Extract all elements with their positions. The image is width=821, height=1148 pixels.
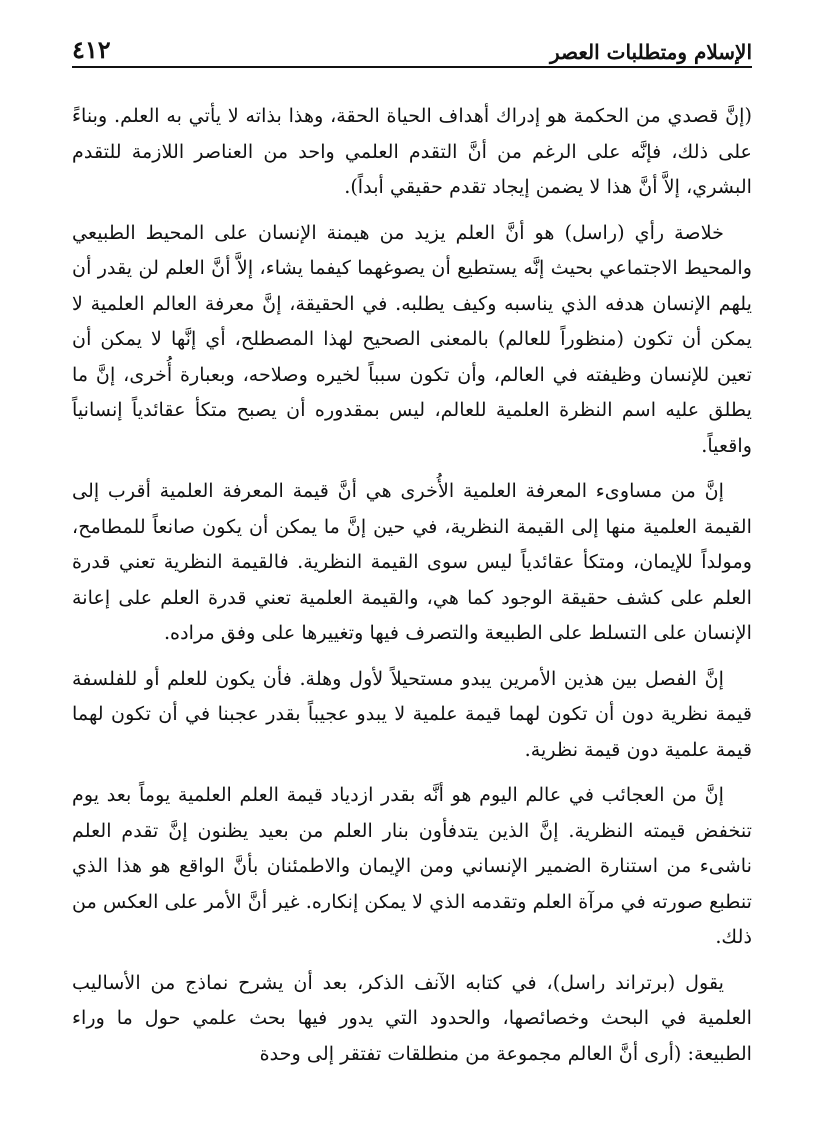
paragraph: (إنَّ قصدي من الحكمة هو إدراك أهداف الحياة الحقة، وهذا بذاته لا يأتي به العلم. وبناءً على ذلك، فإنَّه على الرغم من أنَّ التقدم العلمي واحد من العناصر اللازمة للتقدم البشري، إلاَّ أنَّ هذا لا يضمن إيجاد تقدم حقيقي أبداً). [72,104,752,198]
header-title: الإسلام ومتطلبات العصر [549,40,752,64]
page-number: ٤١٢ [72,35,111,64]
running-header [72,22,752,68]
paragraph: يقول (برتراند راسل)، في كتابه الآنف الذكر، بعد أن يشرح نماذج من الأساليب العلمية في البحث وخصائصها، والحدود التي يدور فيها بحث علمي حول ما وراء الطبيعة: (أرى أنَّ العالم مجموعة من منطلقات تفتقر إلى وحدة [72,970,752,1065]
paragraph: إنَّ من مساوىء المعرفة العلمية الأُخرى هي أنَّ قيمة المعرفة العلمية أقرب إلى القيمة العلمية منها إلى القيمة النظرية، في حين إنَّ ما يمكن أن يكون صانعاً للمطامح، ومولداً للإيمان، ومتكأ عقائدياً ليس سوى القيمة النظرية. فالقيمة النظرية تعني قدرة العلم على كشف حقيقة الوجود كما هي، والقيمة العلمية تعني قدرة العلم على إعانة الإنسان على التسلط على الطبيعة والتصرف فيها وتغييرها على وفق مراده. [72,479,752,644]
body-text [72,98,752,1071]
book-page [72,22,752,1081]
paragraph: إنَّ الفصل بين هذين الأمرين يبدو مستحيلاً لأول وهلة. فأن يكون للعلم أو للفلسفة قيمة نظرية دون أن تكون لهما قيمة علمية لا يبدو عجيباً بقدر عجبنا في أن تكون لهما قيمة علمية دون قيمة نظرية. [72,666,752,761]
paragraph: خلاصة رأي (راسل) هو أنَّ العلم يزيد من هيمنة الإنسان على المحيط الطبيعي والمحيط الاجتماعي بحيث إنَّه يستطيع أن يصوغهما كيفما يشاء، إلاَّ أنَّ العلم لن يقدر أن يلهم الإنسان هدفه الذي يناسبه وكيف يطلبه. في الحقيقة، إنَّ معرفة العالم العلمية لا يمكن أن تكون (منظوراً للعالم) بالمعنى الصحيح لهذا المصطلح، أي إنَّها لا يمكن أن تعين للإنسان وظيفته في العالم، وأن تكون سبباً لخيره وصلاحه، وبعبارة أُخرى، إنَّ ما يطلق عليه اسم النظرة العلمية للعالم، ليس بمقدوره أن يصبح متكأ عقائدياً إنسانياً واقعياً. [72,220,752,457]
paragraph: إنَّ من العجائب في عالم اليوم هو أنَّه بقدر ازدياد قيمة العلم العلمية يوماً بعد يوم تنخفض قيمته النظرية. إنَّ الذين يتدفأون بنار العلم من بعيد يظنون إنَّ تقدم العلم ناشىء من استنارة الضمير الإنساني ومن الإيمان والاطمئنان بأنَّ الواقع هو هذا الذي تنطبع صورته في مرآة العلم وتقدمه الذي لا يمكن إنكاره. غير أنَّ الأمر على العكس من ذلك. [72,783,752,948]
